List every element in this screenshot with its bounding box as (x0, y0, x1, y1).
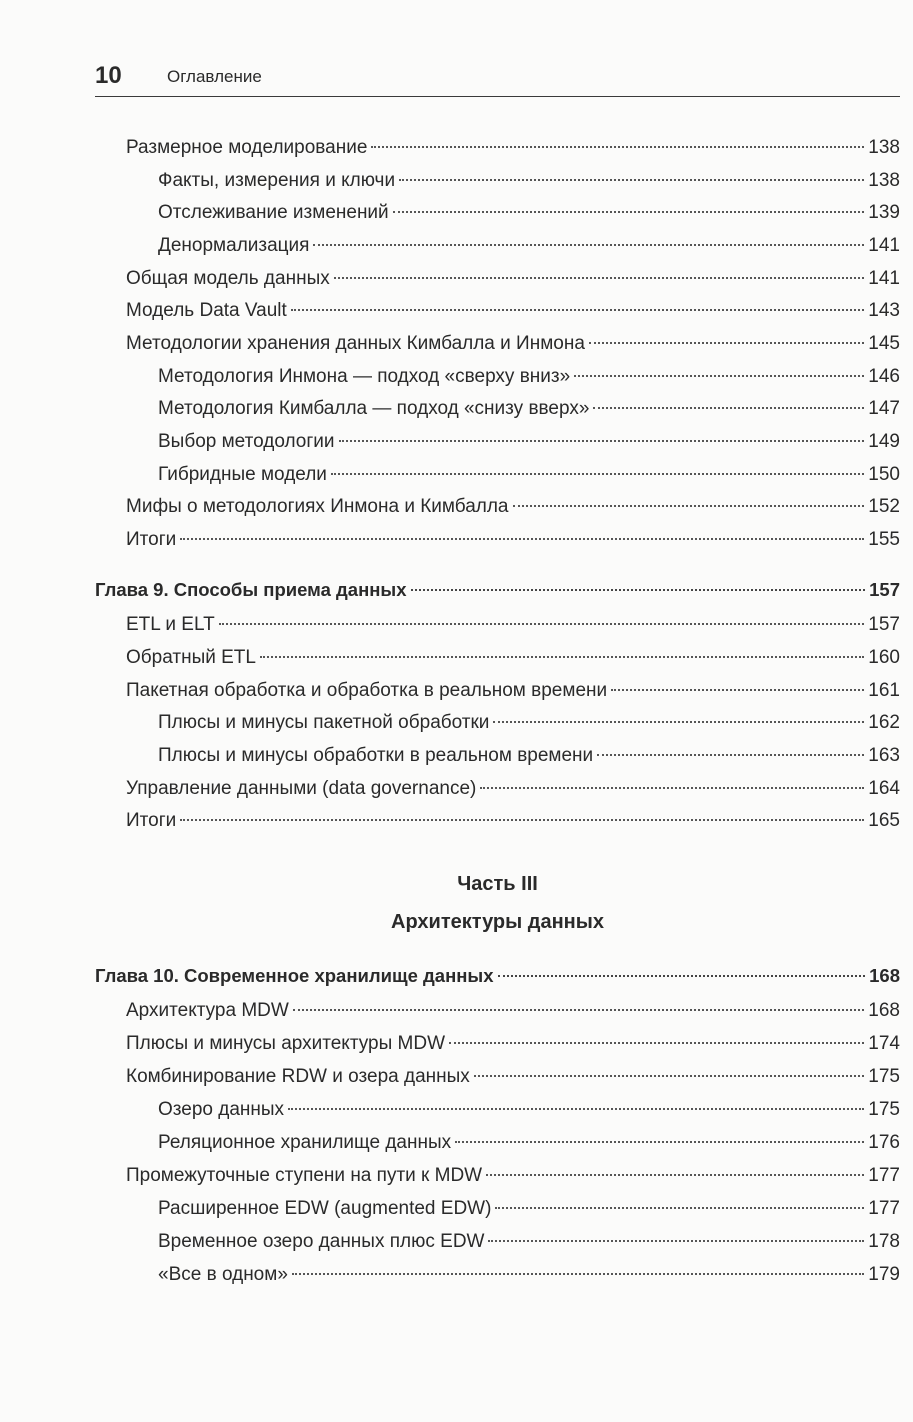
page-ref: 178 (868, 1231, 900, 1252)
page-ref: 174 (868, 1033, 900, 1054)
dot-leader (180, 819, 864, 821)
toc-entry[interactable]: Итоги 165 (126, 807, 900, 835)
dot-leader (449, 1042, 864, 1044)
running-title: Оглавление (167, 67, 262, 86)
dot-leader (292, 1273, 864, 1275)
toc-entry[interactable]: Мифы о методологиях Инмона и Кимбалла 152 (126, 493, 900, 521)
page-ref: 177 (868, 1165, 900, 1186)
page-ref: 175 (868, 1099, 900, 1120)
toc-entry[interactable]: Выбор методологии 149 (158, 428, 900, 456)
toc-entry[interactable]: Плюсы и минусы архитектуры MDW 174 (126, 1030, 900, 1058)
toc-entry[interactable]: Пакетная обработка и обработка в реальном времени 161 (126, 677, 900, 705)
toc-entry[interactable]: Плюсы и минусы обработки в реальном времени 163 (158, 742, 900, 770)
page-ref: 146 (868, 366, 900, 387)
toc-entry[interactable]: Гибридные модели 150 (158, 461, 900, 489)
dot-leader (331, 473, 864, 475)
dot-leader (498, 975, 866, 977)
page-ref: 162 (868, 712, 900, 733)
toc-chapter-9[interactable]: Глава 9. Способы приема данных 157 (95, 576, 900, 604)
toc-entry[interactable]: Расширенное EDW (augmented EDW) 177 (158, 1195, 900, 1223)
page-ref: 177 (868, 1198, 900, 1219)
page-ref: 164 (868, 778, 900, 799)
page-ref: 157 (868, 614, 900, 635)
toc-entry[interactable]: Промежуточные ступени на пути к MDW 177 (126, 1162, 900, 1190)
toc-entry[interactable]: Общая модель данных 141 (126, 265, 900, 293)
dot-leader (480, 787, 864, 789)
dot-leader (597, 754, 864, 756)
dot-leader (486, 1174, 864, 1176)
dot-leader (399, 179, 864, 181)
toc-entry[interactable]: Размерное моделирование 138 (126, 134, 900, 162)
toc-entry[interactable]: Методологии хранения данных Кимбалла и Инмона 145 (126, 330, 900, 358)
page-ref: 138 (868, 170, 900, 191)
dot-leader (393, 211, 865, 213)
page-ref: 168 (869, 965, 900, 986)
dot-leader (593, 407, 864, 409)
page-number: 10 (95, 62, 122, 89)
page-ref: 138 (868, 137, 900, 158)
page-ref: 157 (869, 579, 900, 600)
dot-leader (291, 309, 865, 311)
page-ref: 145 (868, 333, 900, 354)
toc-entry[interactable]: Отслеживание изменений 139 (158, 199, 900, 227)
toc-entry[interactable]: Методология Инмона — подход «сверху вниз» 146 (158, 363, 900, 391)
dot-leader (455, 1141, 864, 1143)
toc-entry[interactable]: Комбинирование RDW и озера данных 175 (126, 1063, 900, 1091)
dot-leader (611, 689, 864, 691)
toc-entry[interactable]: Управление данными (data governance) 164 (126, 775, 900, 803)
toc-entry[interactable]: Обратный ETL 160 (126, 644, 900, 672)
toc-entry[interactable]: Денормализация 141 (158, 232, 900, 260)
dot-leader (334, 277, 865, 279)
page-ref: 165 (868, 810, 900, 831)
part-label: Часть III (457, 873, 538, 895)
page-ref: 163 (868, 745, 900, 766)
page-ref: 176 (868, 1132, 900, 1153)
page-ref: 139 (868, 202, 900, 223)
page-ref: 152 (868, 496, 900, 517)
toc-entry[interactable]: Плюсы и минусы пакетной обработки 162 (158, 709, 900, 737)
dot-leader (219, 623, 865, 625)
toc-entry[interactable]: Методология Кимбалла — подход «снизу вверх» 147 (158, 395, 900, 423)
dot-leader (288, 1108, 864, 1110)
page-header (95, 58, 900, 97)
page-ref: 141 (868, 235, 900, 256)
dot-leader (180, 538, 864, 540)
toc-entry[interactable]: ETL и ELT 157 (126, 611, 900, 639)
toc-entry[interactable]: Озеро данных 175 (158, 1096, 900, 1124)
dot-leader (371, 146, 864, 148)
page-ref: 175 (868, 1066, 900, 1087)
page-ref: 141 (868, 268, 900, 289)
dot-leader (589, 342, 864, 344)
dot-leader (339, 440, 865, 442)
toc-entry[interactable]: Реляционное хранилище данных 176 (158, 1129, 900, 1157)
toc-entry[interactable]: «Все в одном» 179 (158, 1261, 900, 1289)
dot-leader (293, 1009, 864, 1011)
toc-chapter-10[interactable]: Глава 10. Современное хранилище данных 168 (95, 962, 900, 990)
dot-leader (313, 244, 864, 246)
dot-leader (474, 1075, 865, 1077)
dot-leader (488, 1240, 864, 1242)
dot-leader (513, 505, 865, 507)
toc-entry[interactable]: Итоги 155 (126, 526, 900, 554)
toc-entry[interactable]: Временное озеро данных плюс EDW 178 (158, 1228, 900, 1256)
page-ref: 149 (868, 431, 900, 452)
toc-entry[interactable]: Архитектура MDW 168 (126, 997, 900, 1025)
page-ref: 150 (868, 464, 900, 485)
page-ref: 155 (868, 529, 900, 550)
toc-entry[interactable]: Факты, измерения и ключи 138 (158, 167, 900, 195)
page-ref: 143 (868, 300, 900, 321)
page-ref: 179 (868, 1264, 900, 1285)
dot-leader (574, 375, 864, 377)
part-title: Архитектуры данных (391, 911, 604, 933)
toc-entry[interactable]: Модель Data Vault 143 (126, 297, 900, 325)
page-ref: 147 (868, 398, 900, 419)
dot-leader (495, 1207, 864, 1209)
page-ref: 160 (868, 647, 900, 668)
dot-leader (493, 721, 864, 723)
dot-leader (411, 589, 866, 591)
page-ref: 168 (868, 1000, 900, 1021)
page-ref: 161 (868, 680, 900, 701)
dot-leader (260, 656, 864, 658)
